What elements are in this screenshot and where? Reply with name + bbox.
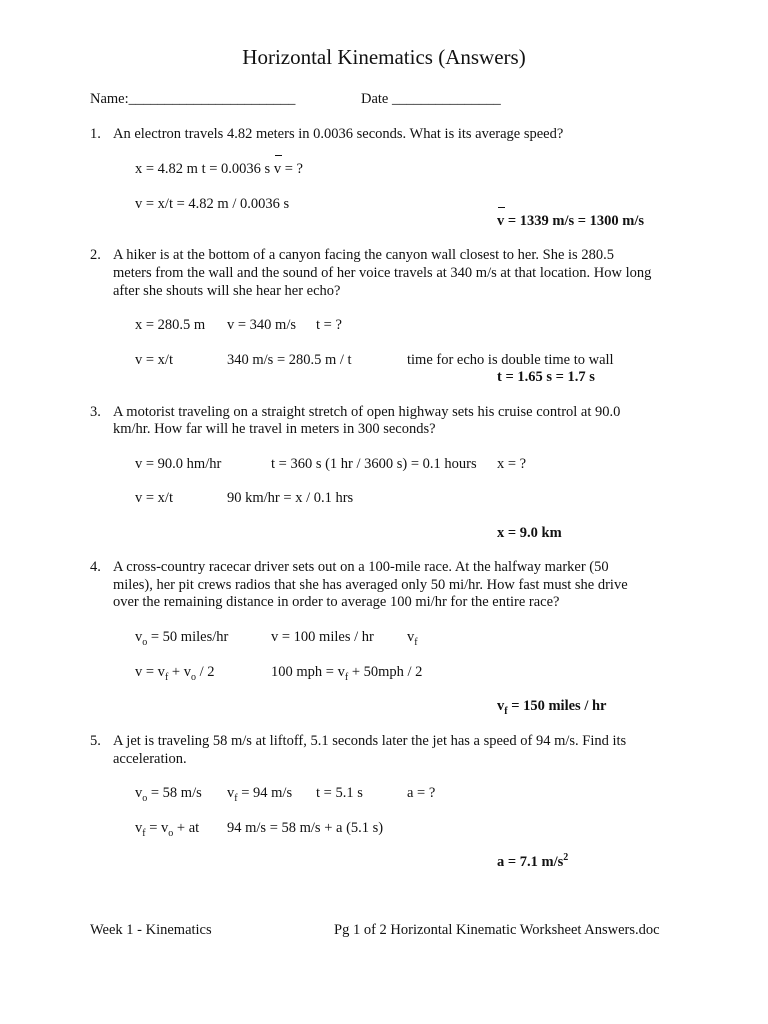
question-text: An electron travels 4.82 meters in 0.0036 seconds. What is its average speed? [113,126,564,142]
given-acceleration: a = ? [407,785,436,801]
question-text: A hiker is at the bottom of a canyon facing the canyon wall closest to her. She is 280.5 [113,247,614,263]
work-line: 90 km/hr = x / 0.1 hrs [227,490,354,506]
problem-number: 2. [90,247,101,263]
work-line [135,820,199,837]
work-line [135,664,215,681]
given-text: = 58 m/s [147,785,202,801]
given-values [135,161,303,178]
problem-number: 4. [90,559,101,575]
answer-text: = 1339 m/s = 1300 m/s [504,213,645,229]
given-average-velocity: v = 100 miles / hr [271,629,374,645]
problem-number: 3. [90,404,101,420]
given-text: = 94 m/s [237,785,293,801]
footer-right: Pg 1 of 2 Horizontal Kinematic Worksheet Answers.doc [334,922,660,938]
given-value: x = 280.5 m [135,317,206,333]
subscript-o: o [190,671,196,683]
given-text: x = 4.82 m t = 0.0036 s [135,161,274,177]
date-field-label: Date _______________ [361,91,501,107]
given-value: t = 360 s (1 hr / 3600 s) = 0.1 hours [271,456,477,472]
question-text: miles), her pit crews radios that she has averaged only 50 mi/hr. How fast must she drive [113,577,628,593]
subscript-f: f [504,705,508,717]
given-final-velocity [407,629,418,646]
work-line: v = x/t [135,352,173,368]
question-text: over the remaining distance in order to average 100 mi/hr for the entire race? [113,594,560,610]
work-line: 94 m/s = 58 m/s + a (5.1 s) [227,820,384,836]
average-velocity-symbol: v [273,161,282,177]
given-value: t = ? [316,317,342,333]
given-value: x = ? [497,456,527,472]
work-note: time for echo is double time to wall [407,352,614,368]
answer-text: a = 7.1 m/s [497,854,564,870]
footer-left: Week 1 - Kinematics [90,922,212,938]
page-title: Horizontal Kinematics (Answers) [242,45,526,69]
question-text: A cross-country racecar driver sets out on a 100-mile race. At the halfway marker (50 [113,559,609,575]
question-text: A motorist traveling on a straight stretch of open highway sets his cruise control at 90.0 [113,404,621,420]
subscript-o: o [142,792,148,804]
variable-v: v [227,785,235,801]
given-text-end: = ? [281,161,303,177]
given-value: v = 90.0 hm/hr [135,456,222,472]
given-initial-velocity [135,629,228,646]
work-text: v [135,820,143,836]
problem-number: 1. [90,126,101,142]
given-initial-velocity [135,785,202,802]
answer-text: = 150 miles / hr [507,698,607,714]
subscript-f: f [344,671,349,683]
given-final-velocity [227,785,292,802]
average-velocity-symbol: v [497,213,505,229]
variable-v: v [135,629,143,645]
work-text: = v [145,820,169,836]
question-text: after she shouts will she hear her echo? [113,283,341,299]
subscript-f: f [234,792,238,804]
question-text: A jet is traveling 58 m/s at liftoff, 5.1 seconds later the jet has a speed of 94 m/s. Find its [113,733,627,749]
problem-number: 5. [90,733,101,749]
work-line: v = x/t [135,490,173,506]
answer [497,213,644,230]
given-value: v = 340 m/s [227,317,297,333]
work-text: + v [168,664,191,680]
variable-v: v [135,785,143,801]
question-text: km/hr. How far will he travel in meters in 300 seconds? [113,421,436,437]
work-text: / 2 [195,664,215,680]
work-text: 100 mph = v [271,664,345,680]
work-line: v = x/t = 4.82 m / 0.0036 s [135,196,290,212]
work-line: 340 m/s = 280.5 m / t [227,352,352,368]
subscript-f: f [142,827,146,839]
subscript-f: f [414,636,418,648]
work-text: + 50mph / 2 [348,664,423,680]
name-field-label: Name:_______________________ [90,91,296,107]
work-line [271,664,422,681]
subscript-f: f [164,671,169,683]
question-text: meters from the wall and the sound of her voice travels at 340 m/s at that location. How long [113,265,652,281]
variable-v: v [497,698,505,714]
answer: x = 9.0 km [497,525,562,541]
answer [497,854,568,871]
subscript-o: o [142,636,148,648]
superscript-2: 2 [563,852,569,864]
question-text: acceleration. [113,751,187,767]
work-text: + at [173,820,200,836]
given-time: t = 5.1 s [316,785,363,801]
work-text: v = v [135,664,165,680]
answer: t = 1.65 s = 1.7 s [497,369,595,385]
subscript-o: o [168,827,174,839]
given-text: = 50 miles/hr [147,629,229,645]
variable-v: v [407,629,415,645]
answer [497,698,606,715]
